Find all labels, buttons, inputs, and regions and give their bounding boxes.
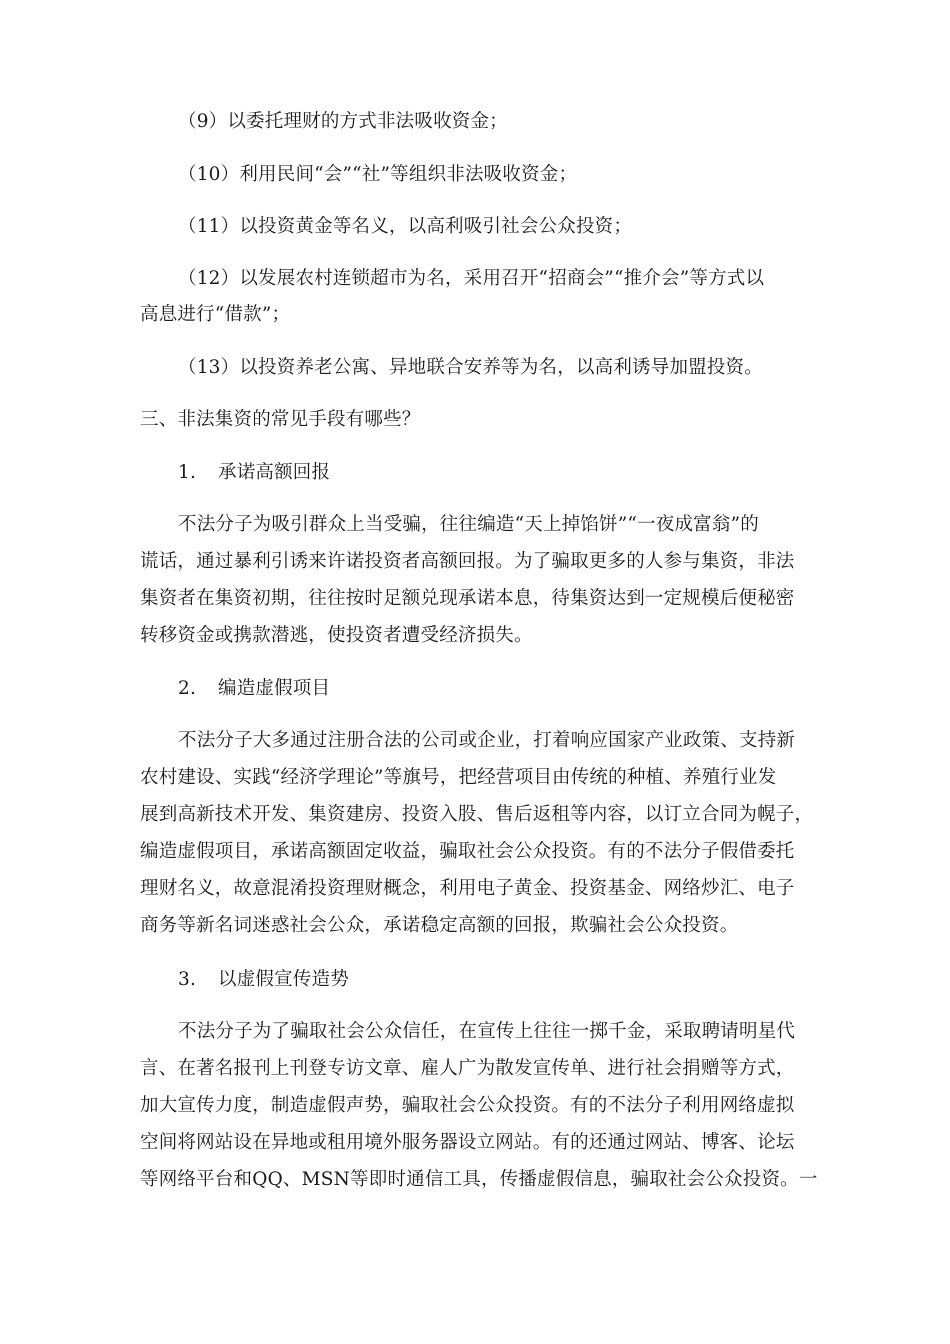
list-item-10: （10）利用民间“会”“社”等组织非法吸收资金； [178, 164, 578, 185]
paragraph-line: 展到高新技术开发、集资建房、投资入股、售后返租等内容，以订立合同为幌子， [140, 804, 814, 825]
paragraph-line: 理财名义，故意混淆投资理财概念，利用电子黄金、投资基金、网络炒汇、电子 [140, 878, 795, 899]
subsection-heading-1 [178, 461, 330, 485]
subsection-title: 承诺高额回报 [218, 462, 331, 483]
subsection-heading-2 [178, 677, 330, 701]
subsection-number: 2. [178, 678, 197, 699]
paragraph-line: 加大宣传力度，制造虚假声势，骗取社会公众投资。有的不法分子利用网络虚拟 [140, 1095, 795, 1116]
subsection-number: 3. [178, 969, 197, 990]
list-item-9: （9）以委托理财的方式非法吸收资金； [178, 111, 508, 132]
paragraph-line: 集资者在集资初期，往往按时足额兑现承诺本息，待集资达到一定规模后便秘密 [140, 588, 795, 609]
paragraph-line: 谎话，通过暴利引诱来许诺投资者高额回报。为了骗取更多的人参与集资，非法 [140, 551, 795, 572]
paragraph-line: 转移资金或携款潜逃，使投资者遭受经济损失。 [140, 625, 533, 646]
paragraph-line: 不法分子大多通过注册合法的公司或企业，打着响应国家产业政策、支持新 [178, 730, 796, 751]
paragraph-line: 言、在著名报刊上刊登专访文章、雇人广为散发宣传单、进行社会捐赠等方式， [140, 1058, 795, 1079]
subsection-title: 以虚假宣传造势 [218, 969, 349, 990]
subsection-title: 编造虚假项目 [218, 678, 331, 699]
list-item-13: （13）以投资养老公寓、异地联合安养等为名，以高利诱导加盟投资。 [178, 357, 763, 378]
paragraph-line: 商务等新名词迷惑社会公众，承诺稳定高额的回报，欺骗社会公众投资。 [140, 915, 739, 936]
paragraph-line: 编造虚假项目，承诺高额固定收益，骗取社会公众投资。有的不法分子假借委托 [140, 841, 795, 862]
paragraph-line: 不法分子为了骗取社会公众信任，在宣传上往往一掷千金，采取聘请明星代 [178, 1021, 796, 1042]
paragraph-line: 空间将网站设在异地或租用境外服务器设立网站。有的还通过网站、博客、论坛 [140, 1132, 795, 1153]
list-item-12-line-1: （12）以发展农村连锁超市为名，采用召开“招商会”“推介会”等方式以 [178, 268, 765, 289]
list-item-12-line-2: 高息进行“借款”； [140, 304, 291, 325]
subsection-number: 1. [178, 462, 197, 483]
paragraph-line: 农村建设、实践“经济学理论”等旗号，把经营项目由传统的种植、养殖行业发 [140, 767, 777, 788]
paragraph-line: 等网络平台和QQ、MSN等即时通信工具，传播虚假信息，骗取社会公众投资。一 [140, 1169, 818, 1190]
subsection-heading-3 [178, 968, 349, 992]
section-title: 三、非法集资的常见手段有哪些？ [140, 409, 421, 430]
paragraph-line: 不法分子为吸引群众上当受骗，往往编造“天上掉馅饼”“一夜成富翁”的 [178, 514, 759, 535]
list-item-11: （11）以投资黄金等名义，以高利吸引社会公众投资； [178, 216, 633, 237]
